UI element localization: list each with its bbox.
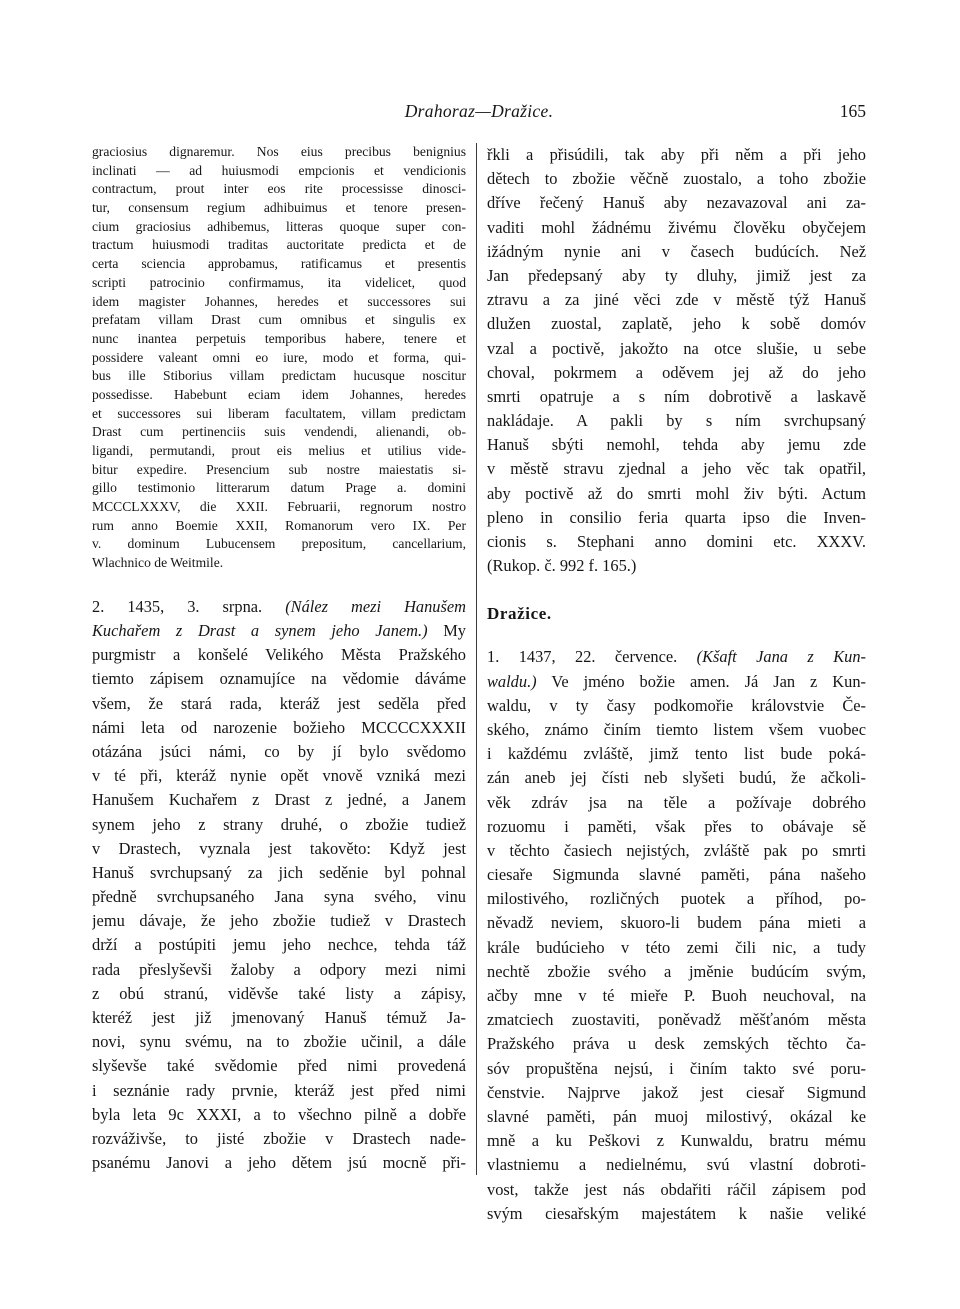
text-line: všem, že stará rada, kteráž jest seděla před (92, 693, 466, 713)
text-line: věk zdráv jsa na těle a požívaje dobrého (487, 792, 866, 812)
entry-title: (Nález mezi Hanušem (285, 596, 466, 616)
text-line: Jan předepsaný aby ty dluhy, jimiž jest za (487, 265, 866, 285)
text-line: cionis s. Stephani anno domini etc. XXXV. (487, 532, 866, 551)
text-line: i každému zvláště, jimž tento list bude poká- (487, 744, 866, 764)
text-line: ižádným nynie ani v časech budúcích. Než (487, 241, 866, 261)
entry-2-1435 (92, 595, 466, 1176)
text-line: Hanušem Kuchařem z Drast z jedné, a Janem (92, 790, 466, 810)
text-line: slavné paměti, pán muoj milostivý, okázal ke (487, 1106, 866, 1126)
text-line: jemu dávaje, že jeho zbožie tudiež v Drastech (92, 911, 466, 931)
text-line: cium graciosius adhibemus, litteras quoque super con- (92, 218, 466, 234)
right-column (487, 143, 866, 1226)
text-line: rozuomu i paměti, však přes to obávaje sě (487, 816, 866, 836)
text-line: v Drastech, vyznala jest takověto: Když jest (92, 838, 466, 858)
text-line: certa sciencia approbamus, ratificamus et presentis (92, 256, 466, 272)
text-line: v. dominum Lubucensem prepositum, cancellarium, (92, 536, 466, 552)
text-line: čenstvie. Najprve jakož jest ciesař Sigmund (487, 1082, 866, 1102)
text-line: v té při, kteráž nynie opět vnově vzniká mezi (92, 766, 466, 786)
entry-heading-line (487, 645, 866, 669)
column-divider (476, 143, 477, 1175)
text-line: vzal a poctivě, jakožto na otce slušie, u sebe (487, 338, 866, 358)
text-line: v městě stravu zjednal a jeho věc tak opatřil, (487, 459, 866, 479)
text-line: tiemto zápisem oznamujíce na vědomie dáváme (92, 669, 466, 689)
text-line: rum anno Boemie XXII, Romanorum vero IX. Per (92, 517, 466, 533)
text-line: rada přeslyševši žaloby a odpory mezi nimi (92, 959, 466, 979)
text-line: Pražského práva u desk zemských těchto ča- (487, 1034, 866, 1054)
text-line: byla leta 9c XXXI, a to všechno pilně a dobře (92, 1104, 466, 1124)
text-line: ačby mne v té mieře P. Buoh neuchoval, na (487, 986, 866, 1005)
text-line: rozváživše, to jisté zbožie v Drastech nade- (92, 1128, 466, 1148)
text-line: slyševše také svědomie před nimi provedená (92, 1056, 466, 1076)
text-line: Wlachnico de Weitmile. (92, 555, 224, 571)
text-line: aby poctivě až do smrti mohl živ býti. Actum (487, 483, 866, 503)
text-line: nakládaje. A pakli by s ním svrchupsaný (487, 411, 866, 431)
text-line: vaditi mohl žádnému živému člověku obyčejem (487, 217, 866, 237)
text-line: ciesaře Sigmunda slavné paměti, pána našeho (487, 865, 866, 885)
entry-number: 1. 1437, 22. července. (487, 647, 678, 667)
entry-text-start: My (443, 621, 466, 640)
text-line: novi, synu svému, na to zbožie učinil, a dále (92, 1032, 466, 1052)
text-line: bitur expedire. Presencium sub nostre maiestatis si- (92, 461, 466, 477)
text-line: prefatam villam Drast cum omnibus et singulis ex (92, 312, 466, 328)
text-line: námi leta od narozenie božieho MCCCCXXXII (92, 717, 466, 737)
entry-text-start: Ve jméno božie amen. Já Jan z Kun- (551, 671, 866, 691)
text-line: zmatciech zuostaviti, poněvadž měšťanóm města (487, 1010, 866, 1030)
text-line: possedisse. Habebunt eciam idem Johannes, heredes (92, 386, 466, 402)
text-line: Hanuš sbýti nemohl, tehda aby jemu zde (487, 435, 866, 455)
text-line: scripti patrocinio confirmamus, ita videlicet, quod (92, 274, 466, 290)
text-line: kteréž jest již jmenovaný Hanuš témuž Ja- (92, 1008, 466, 1027)
text-line: tur, consensum regium adhibuimus et tenore presen- (92, 200, 466, 216)
text-line: něvadž neviem, skuoro-li budem pána mieti a (487, 913, 866, 933)
text-line: sóv propuštěna nejsú, i činím takto své poru- (487, 1058, 866, 1078)
text-line: choval, pokrmem a oděvem jej až do jeho (487, 362, 866, 382)
text-line: graciosius dignaremur. Nos eius precibus benignius (92, 144, 466, 159)
text-line: possidere valeant omni eo iure, modo et forma, qui- (92, 349, 466, 365)
running-header (92, 101, 866, 125)
text-line: smrti opatruje a s ním dobrotivě a laskavě (487, 386, 866, 406)
entry-title: waldu.) (487, 671, 537, 691)
text-line: z obú stranú, viděvše také listy a zápisy, (92, 983, 466, 1003)
text-line: řkli a přisúdili, tak aby při něm a při jeho (487, 145, 866, 164)
text-line: i seznánie rady prvnie, kteráž jest před nimi (92, 1080, 466, 1100)
text-line: contractum, prout inter eos rite processisse dinosci- (92, 181, 466, 197)
entry-title: (Kšaft Jana z Kun- (696, 647, 866, 667)
text-line: psanému Janovi a jeho dětem jsú mocně při- (92, 1153, 466, 1173)
text-line: vlastniemu a nedielnému, svú vlastní dobroti- (487, 1155, 866, 1175)
text-line: (Rukop. č. 992 f. 165.) (487, 556, 637, 576)
entry-number: 2. 1435, 3. srpna. (92, 596, 263, 616)
text-line: ského, známo činím tiemto listem všem vuobec (487, 719, 866, 739)
text-line: Hanuš svrchupsaný za jich seděnie byl pohnal (92, 862, 466, 882)
text-line: nunc inantea perpetuis temporibus habere, tenere et (92, 330, 466, 346)
text-line: milostivého, rozličných puotek a příhod, po- (487, 889, 866, 909)
text-line: ligandi, permutandi, prout eis melius et utilius vide- (92, 443, 466, 458)
text-line: mně a ku Peškovi z Kunwaldu, bratru mému (487, 1131, 866, 1151)
text-line: ztravu a za jiné věci zde v městě týž Hanuš (487, 290, 866, 310)
text-line: vost, takže jest nás obdařiti ráčil zápisem pod (487, 1179, 866, 1199)
text-line: bus ille Stiborius villam predictam hucusque noscitur (92, 368, 466, 384)
text-line: krále budúcieho v této zemi čili nic, a tudy (487, 937, 866, 957)
text-line: MCCCLXXXV, die XXII. Februarii, regnorum nostro (92, 499, 466, 515)
running-title: Drahoraz—Dražice. (404, 101, 554, 121)
entry-title: Kuchařem z Drast a synem jeho Janem.) (92, 621, 428, 640)
text-line: Drast cum pertinenciis suis vendendi, alienandi, ob- (92, 424, 466, 440)
text-line: tractum huiusmodi traditas auctoritate predicta et de (92, 237, 466, 253)
left-column (92, 143, 466, 1175)
text-line: otázána jsúci námi, co by jí bylo svědomo (92, 741, 466, 761)
latin-charter-text (92, 143, 466, 573)
text-line: dětech to zbožie věčně zuostalo, a toho zbožie (487, 169, 866, 189)
entry-1-1437 (487, 645, 866, 1226)
entry-heading-line (92, 595, 466, 619)
text-line: zán aneb jej čísti neb slyšeti budú, že ačkoli- (487, 768, 866, 788)
text-line: předně svrchupsaného Jana syna svého, vinu (92, 887, 466, 907)
text-line: et successores sui liberam facultatem, villam predictam (92, 405, 466, 421)
text-line: dříve řečený Hanuš aby nezavazoval ani za- (487, 193, 866, 213)
text-line: pleno in consilio feria quarta ipso die Inven- (487, 507, 866, 527)
page-number: 165 (839, 101, 866, 121)
text-line: drží a postúpiti jemu jeho nechce, tehda táž (92, 935, 466, 955)
continued-entry-text (487, 143, 866, 578)
text-line: synem jeho z strany druhé, o zbožie tudiež (92, 814, 466, 834)
text-line: gillo testimonio litterarum datum Prage a. domini (92, 480, 466, 496)
text-line: dlužen zuostal, zaplatě, jeho k sobě domóv (487, 314, 866, 334)
text-line: inclinati — ad huiusmodi empcionis et vendicionis (92, 162, 466, 178)
text-line: purgmistr a konšelé Velikého Města Pražského (92, 645, 466, 665)
text-line: waldu, v ty časy podkomořie královstvie Če- (487, 695, 866, 715)
section-heading: Dražice. (487, 604, 552, 624)
text-line: svým ciesařským majestátem k našie veliké (487, 1203, 866, 1223)
text-line: v těchto časiech nejistých, zvláště pak po smrti (487, 840, 866, 860)
entry-heading-line (487, 670, 866, 694)
text-line: nechtě zbožie svého a jměnie budúcím svým, (487, 961, 866, 981)
entry-heading-line (92, 619, 466, 643)
text-line: idem magister Johannes, heredes et successores sui (92, 293, 466, 309)
